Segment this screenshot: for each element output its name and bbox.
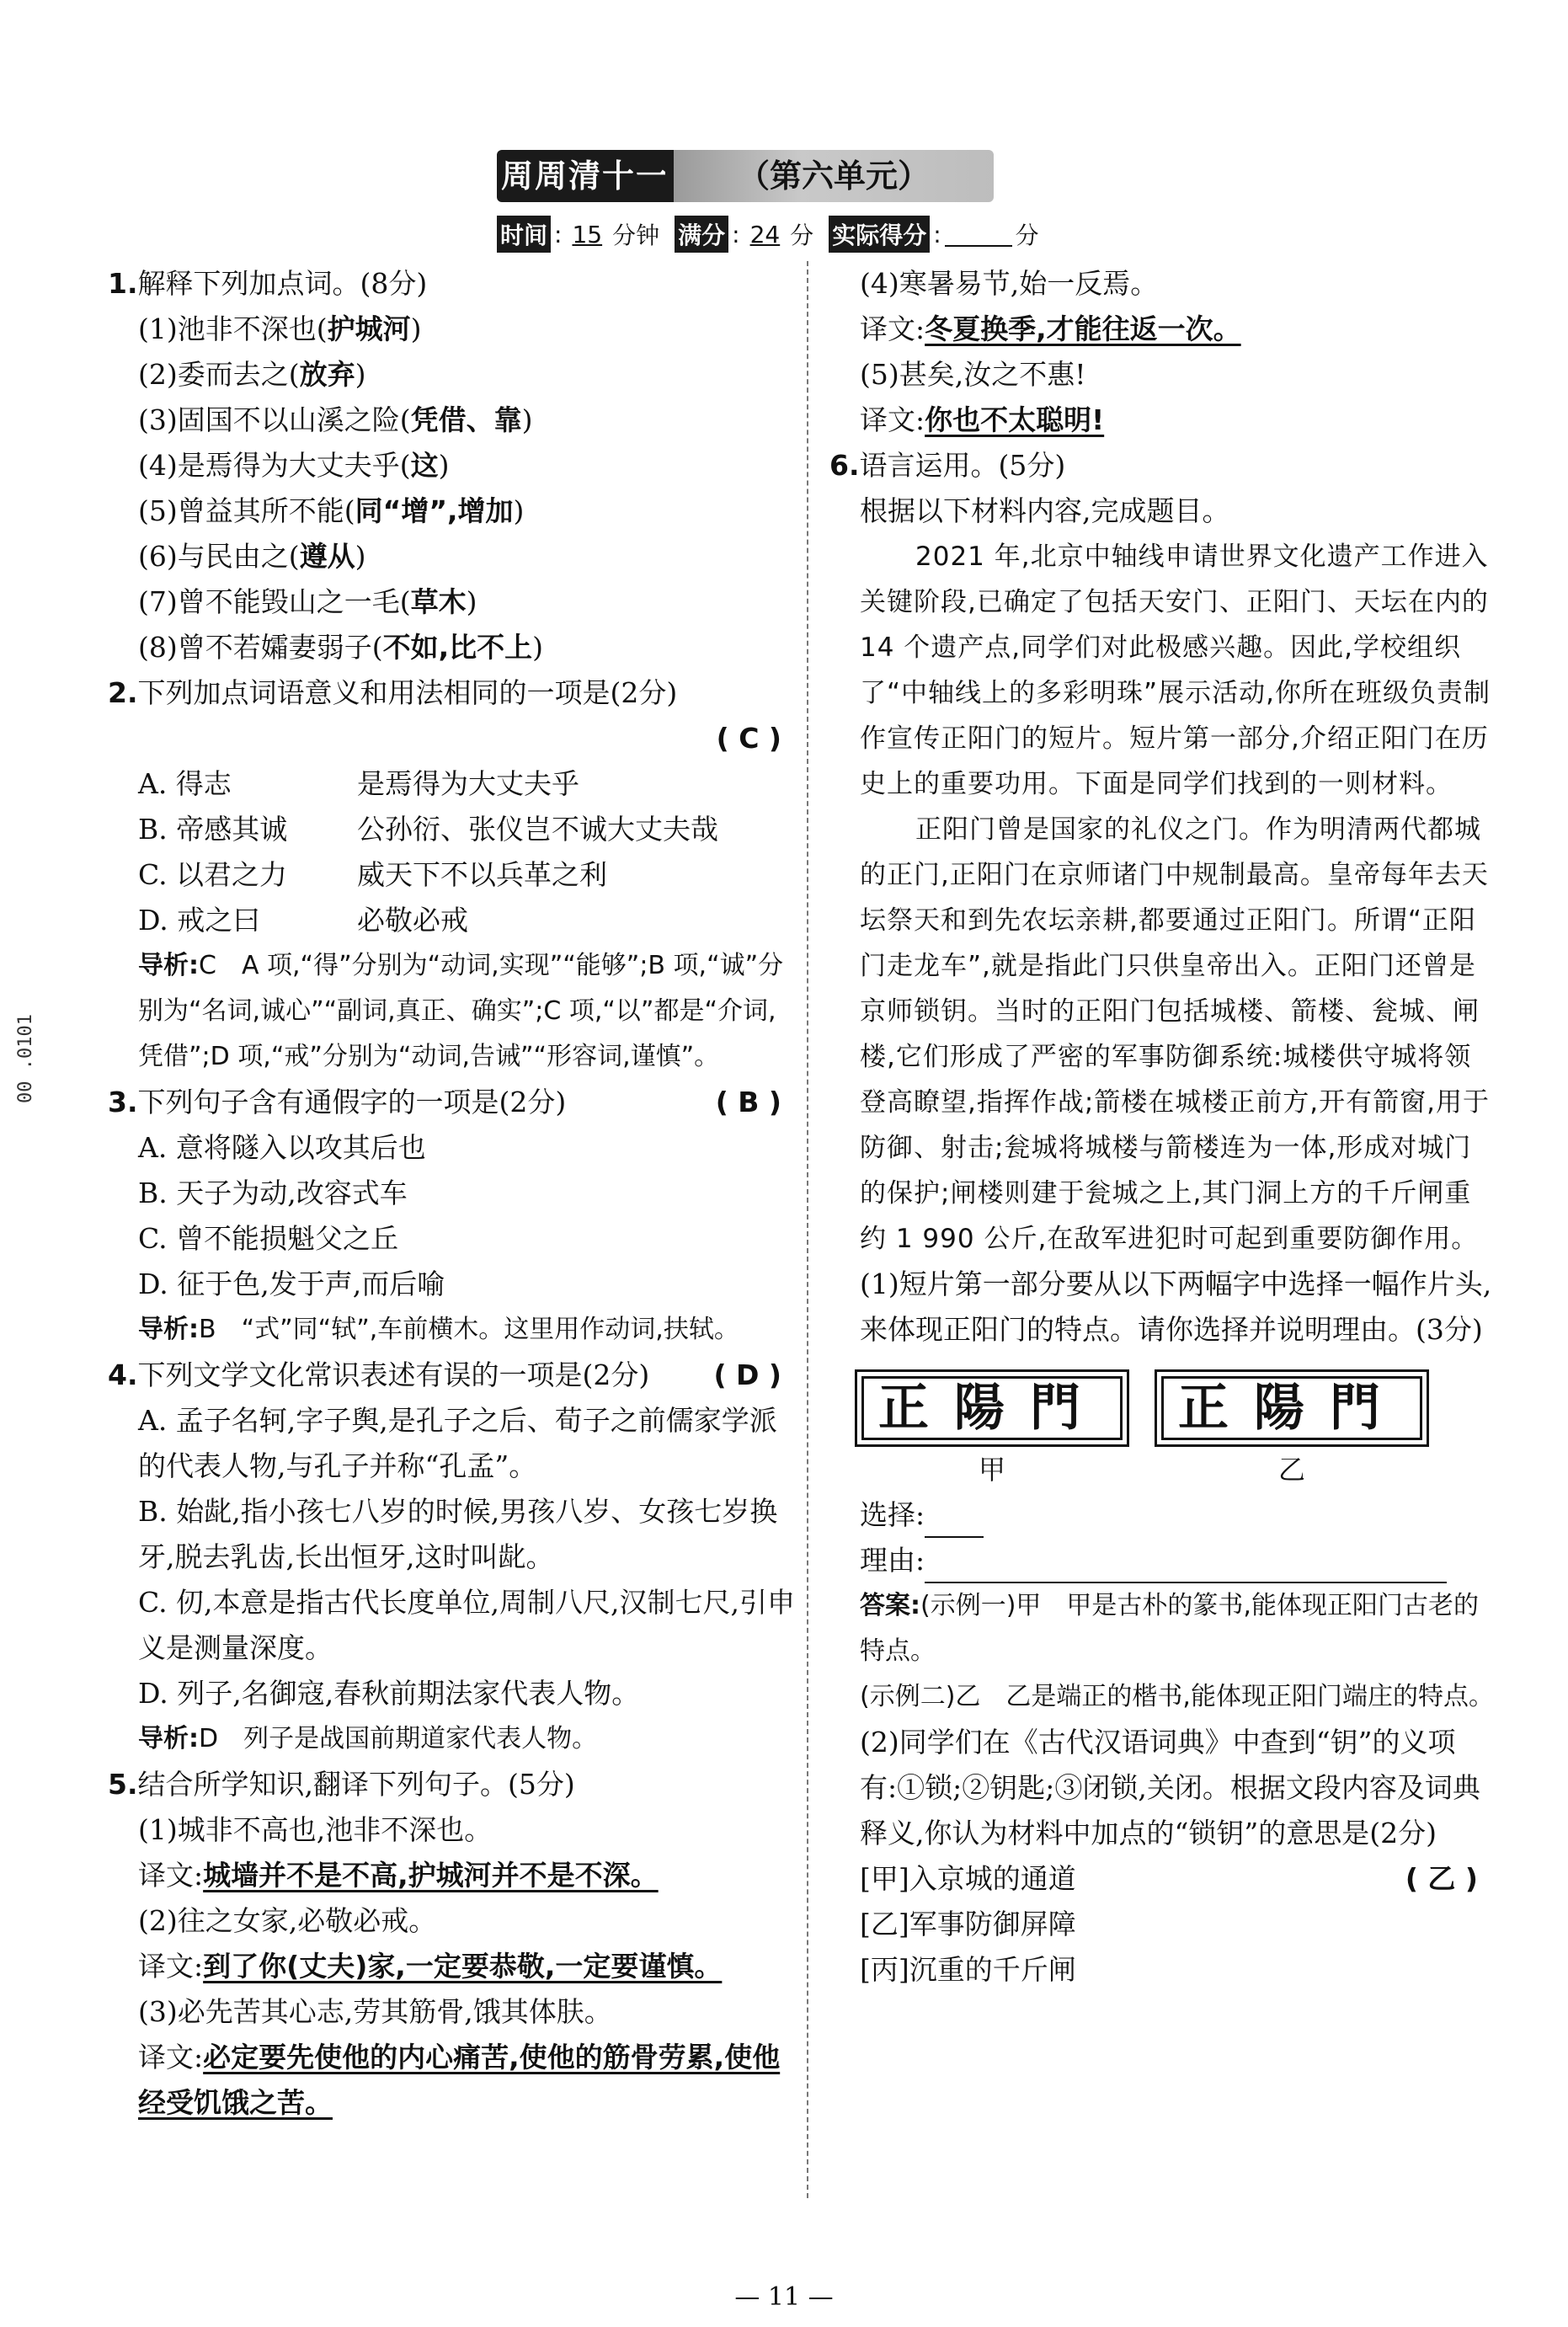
q3-option: A. 意将隧入以攻其后也 bbox=[138, 1131, 426, 1164]
q5-sentence: (5)甚矣,汝之不惠! bbox=[860, 358, 1086, 391]
q6-intro: 根据以下材料内容,完成题目。 bbox=[860, 494, 1230, 527]
header-unit: （第六单元） bbox=[674, 150, 994, 202]
q6-answer-2: (示例二)乙 乙是端正的楷书,能体现正阳门端庄的特点。 bbox=[860, 1682, 1494, 1711]
q2-option: A. 得志 是焉得为大丈夫乎 bbox=[138, 767, 579, 800]
q1-item: (8)曾不若孀妻弱子(不如,比不上) bbox=[138, 631, 544, 664]
q4-option: A. 孟子名轲,字子舆,是孔子之后、荀子之前儒家学派的代表人物,与孔子并称“孔孟”。 bbox=[138, 1404, 777, 1482]
q6-sub2: (2)同学们在《古代汉语词典》中查到“钥”的义项有:①锁;②钥匙;③闭锁,关闭。根据文段内容及词典释义,你认为材料中加点的“锁钥”的意思是(2分) ( 乙 ) bbox=[829, 1720, 1495, 1856]
q4-option: C. 仞,本意是指古代长度单位,周制八尺,汉制七尺,引申义是测量深度。 bbox=[138, 1586, 796, 1664]
q3-option: C. 曾不能损魁父之丘 bbox=[138, 1222, 399, 1255]
q4-stem: 下列文学文化常识表述有误的一项是(2分) bbox=[137, 1358, 650, 1391]
choose-line: 选择: bbox=[829, 1492, 1495, 1538]
time-label: 时间 bbox=[497, 216, 551, 253]
q5-translation: 译文:到了你(丈夫)家,一定要恭敬,一定要谨慎。 bbox=[138, 1950, 723, 1983]
q1-item: (2)委而去之(放弃) bbox=[138, 358, 366, 391]
q6-option: [丙]沉重的千斤闸 bbox=[860, 1953, 1076, 1986]
q1-stem: 解释下列加点词。(8分) bbox=[137, 267, 428, 300]
left-column bbox=[108, 261, 798, 2126]
q3-answer: ( B ) bbox=[715, 1086, 781, 1118]
q4-option: B. 始龀,指小孩七八岁的时候,男孩八岁、女孩七岁换牙,脱去乳齿,长出恒牙,这时叫龀。 bbox=[138, 1495, 778, 1573]
actual-unit: 分 bbox=[1015, 221, 1039, 249]
q6-sub1: (1)短片第一部分要从以下两幅字中选择一幅作片头,来体现正阳门的特点。请你选择并说明理由。(3分) bbox=[860, 1268, 1492, 1346]
q6-option: [甲]入京城的通道 bbox=[860, 1862, 1076, 1895]
actual-blank[interactable] bbox=[945, 221, 1012, 247]
meta-bar: 时间 : 15 分钟 满分 : 24 分 实际得分 : 分 bbox=[497, 217, 1039, 251]
q1-item: (3)固国不以山溪之险(凭借、靠) bbox=[138, 403, 533, 436]
calligraphy-labels bbox=[829, 1447, 1495, 1492]
q6-number: 6. bbox=[829, 449, 860, 482]
q3-note: 导析:B “式”同“轼”,车前横木。这里用作动词,扶轼。 bbox=[138, 1315, 739, 1344]
reason-line: 理由: bbox=[829, 1538, 1495, 1583]
column-divider bbox=[807, 261, 808, 2198]
q2-stem: 下列加点词语意义和用法相同的一项是(2分) bbox=[137, 676, 678, 709]
q1-item: (4)是焉得为大丈夫乎(这) bbox=[138, 449, 450, 482]
page-number: — 11 — bbox=[734, 2282, 834, 2312]
score-label: 满分 bbox=[675, 216, 728, 253]
q5-sentence: (3)必先苦其心志,劳其筋骨,饿其体肤。 bbox=[138, 1995, 612, 2028]
choose-blank[interactable] bbox=[925, 1508, 984, 1538]
header-title: 周周清十一 bbox=[497, 150, 674, 202]
q3-option: D. 征于色,发于声,而后喻 bbox=[138, 1268, 445, 1300]
q5-translation: 译文:冬夏换季,才能往返一次。 bbox=[860, 312, 1241, 345]
q5-sentence: (1)城非不高也,池非不深也。 bbox=[138, 1813, 493, 1846]
actual-label: 实际得分 bbox=[829, 216, 930, 253]
q2-note: 导析:C A 项,“得”分别为“动词,实现”“能够”;B 项,“诚”分别为“名词,诚心”“副词,真正、确实”;C 项,“以”都是“介词,凭借”;D 项,“戒”分别为“动词,告诫”“形容词,谨慎”。 bbox=[138, 951, 784, 1071]
q2-option: B. 帝感其诚 公孙衍、张仪岂不诚大丈夫哉 bbox=[138, 813, 718, 846]
q6-sub2-answer: ( 乙 ) bbox=[1405, 1862, 1478, 1895]
label-a: 甲 bbox=[978, 1454, 1005, 1486]
q4-number: 4. bbox=[108, 1358, 138, 1391]
section-header bbox=[497, 150, 994, 202]
time-value: 15 bbox=[572, 220, 603, 248]
score-value: 24 bbox=[749, 220, 781, 248]
question-2 bbox=[108, 670, 798, 1080]
label-b: 乙 bbox=[1277, 1454, 1305, 1486]
calligraphy-a: 正陽門 bbox=[855, 1369, 1129, 1447]
right-column bbox=[829, 261, 1495, 1993]
q5-translation: 译文:你也不太聪明! bbox=[860, 403, 1105, 436]
q4-note: 导析:D 列子是战国前期道家代表人物。 bbox=[138, 1724, 598, 1753]
q2-option: C. 以君之力 威天下不以兵革之利 bbox=[138, 858, 607, 891]
q4-option: D. 列子,名御寇,春秋前期法家代表人物。 bbox=[138, 1677, 640, 1710]
q1-item: (7)曾不能毁山之一毛(草木) bbox=[138, 585, 477, 618]
q2-option: D. 戒之曰 必敬必戒 bbox=[138, 904, 468, 937]
q5-sentence: (4)寒暑易节,始一反焉。 bbox=[860, 267, 1159, 300]
question-5 bbox=[108, 1762, 798, 2126]
q5-translation: 译文:城墙并不是不高,护城河并不是不深。 bbox=[138, 1859, 659, 1892]
side-mark: 00 .0101 bbox=[15, 1014, 36, 1103]
q6-answer-1: 答案:(示例一)甲 甲是古朴的篆书,能体现正阳门古老的特点。 bbox=[860, 1591, 1479, 1666]
calligraphy-options bbox=[829, 1369, 1495, 1447]
q6-option: [乙]军事防御屏障 bbox=[860, 1908, 1076, 1940]
q1-item: (6)与民由之(遵从) bbox=[138, 540, 366, 573]
q2-number: 2. bbox=[108, 676, 138, 709]
q6-material-2: 正阳门曾是国家的礼仪之门。作为明清两代都城的正门,正阳门在京师诸门中规制最高。皇帝每年去天坛祭天和到先农坛亲耕,都要通过正阳门。所谓“正阳门走龙车”,就是指此门只供皇帝出入。正阳门还曾是京师锁钥。当时的正阳门包括城楼、箭楼、瓮城、闸楼,它们形成了严密的军事防御系统:城楼供守城将领登高瞭望,指挥作战;箭楼在城楼正前方,开有箭窗,用于防御、射击;瓮城将城楼与箭楼连为一体,形成对城门的保护;闸楼则建于瓮城之上,其门洞上方的千斤闸重约 1 990 公斤,在敌军进犯时可起到重要防御作用。 bbox=[860, 814, 1491, 1254]
q5-translation: 译文:必定要先使他的内心痛苦,使他的筋骨劳累,使他经受饥饿之苦。 bbox=[138, 2041, 781, 2119]
time-unit: 分钟 bbox=[612, 221, 660, 249]
q3-number: 3. bbox=[108, 1086, 138, 1118]
q5-sentence: (2)往之女家,必敬必戒。 bbox=[138, 1904, 437, 1937]
question-6 bbox=[829, 443, 1495, 1993]
q6-stem: 语言运用。(5分) bbox=[859, 449, 1066, 482]
question-3 bbox=[108, 1080, 798, 1353]
score-unit: 分 bbox=[790, 221, 814, 249]
question-1 bbox=[108, 261, 798, 670]
q5-stem: 结合所学知识,翻译下列句子。(5分) bbox=[137, 1768, 575, 1801]
calligraphy-b: 正陽門 bbox=[1155, 1369, 1429, 1447]
q1-number: 1. bbox=[108, 267, 138, 300]
q3-option: B. 天子为动,改容式车 bbox=[138, 1177, 408, 1209]
q3-stem: 下列句子含有通假字的一项是(2分) bbox=[137, 1086, 567, 1118]
question-4 bbox=[108, 1353, 798, 1762]
reason-blank[interactable] bbox=[925, 1553, 1447, 1583]
q4-answer: ( D ) bbox=[713, 1358, 781, 1391]
q6-material-1: 2021 年,北京中轴线申请世界文化遗产工作进入关键阶段,已确定了包括天安门、正阳门、天坛在内的 14 个遗产点,同学们对此极感兴趣。因此,学校组织了“中轴线上的多彩明珠”展示活动,你所在班级负责制作宣传正阳门的短片。短片第一部分,介绍正阳门在历史上的重要功用。下面是同学们找到的一则材料。 bbox=[860, 542, 1491, 799]
q1-item: (1)池非不深也(护城河) bbox=[138, 312, 422, 345]
q2-answer: ( C ) bbox=[716, 722, 781, 755]
q5-number: 5. bbox=[108, 1768, 138, 1801]
q1-item: (5)曾益其所不能(同“增”,增加) bbox=[138, 494, 525, 527]
